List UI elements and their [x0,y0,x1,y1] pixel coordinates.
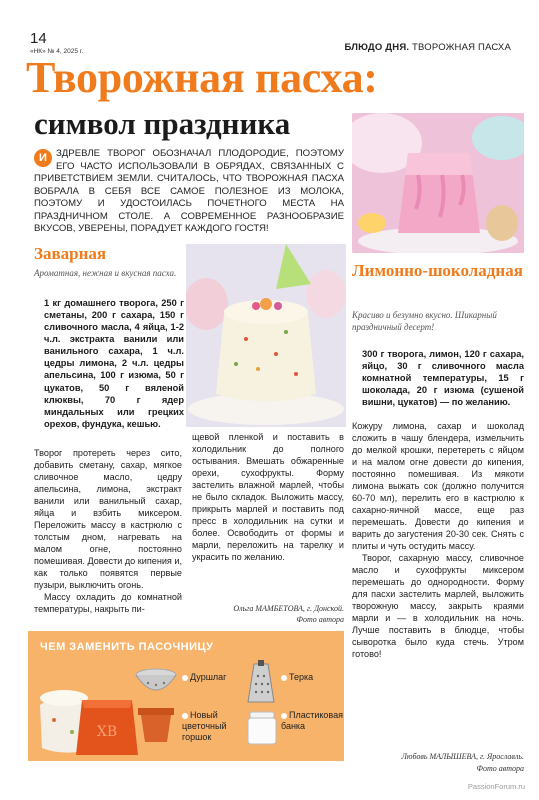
paskha-pink-illustration [352,113,524,253]
recipe-zavarnaya-body-left [34,447,182,615]
plastic-jar-icon [246,710,278,746]
intro-paragraph [34,148,344,236]
watermark: PassionForum.ru [467,782,525,791]
tool-grater-label [281,672,341,683]
recipe-zavarnaya-ingredients: 1 кг домашнего творога, 250 г сметаны, 200 г сахара, 150 г сливочного масла, 4 яйца, 1-2 ч.л. экстракта ванили или ванильного сахара, 1 ч.л. цедры лимона, 2 ч.л. цедры апельсина, 100 г изюма, 50 г цукатов, 50 г вяленой клюквы, 70 г ядер миндальных или грецких орехов, фундука, кешью. [44,298,184,429]
recipe-zavarnaya-author: Ольга МАМБЕТОВА, г. Донской. [233,604,344,613]
recipe-zavarnaya-paragraph-1: Творог протереть через сито, добавить сметану, сахар, мягкое сливочное масло, цедру апельсина, лимона, экстракт ванили или ванильный сахар, яйца и взбить миксером. Переложить массу в кастрюлю с толстым дном, нагревать на малом огне, постоянно помешивая. Довести до кипения и, как только появятся первые пузыри, выключить огонь. [34,448,182,590]
tool-colander-label [182,672,242,683]
recipe-lemon-paragraph-2: Творог, сахарную массу, сливочное масло и сухофрукты миксером перемешать до однородности. Форму для пасхи застелить марлей, выложить творожную массу, закрыть краями марли и — в холодильник на ночь. Лучше поставить в блюдце, чтобы сыворотка было куда стечь. Утром готово! [352,553,524,659]
colander-icon [134,665,178,697]
section-label-thin: ТВОРОЖНАЯ ПАСХА [412,42,511,53]
section-label-bold: БЛЮДО ДНЯ. [344,42,410,53]
section-label [344,42,511,53]
page-number: 14 [30,30,47,47]
tool-jar-text: Пластиковая банка [281,710,343,731]
recipe-lemon-heading: Лимонно-шоколадная [352,261,523,280]
recipe-lemon-paragraph-1: Кожуру лимона, сахар и шоколад сложить в чашу блендера, измельчить до мелкой крошки, перетереть с яйцом и на малом огне довести до кипения, постоянно помешивая. Из мякоти лимона выжать сок (должно получится 60-70 мл), перелить его в кастрюлю к сахарно-яичной массе, еще раз перемешать. Довести до кипения и варить до загустения 20-30 сек. Снять с плиты и чуть остудить массу. [352,421,524,551]
tool-grater-text: Терка [289,672,314,682]
tool-flowerpot-label [182,710,244,742]
recipe-lemon-photo-credit: Фото автора [476,764,524,773]
bullet-icon [281,675,287,681]
recipe-zavarnaya-body-mid: щевой пленкой и поставить в холодильник до полного остывания. Вмешать обжаренные орехи, сухофрукты. Форму застелить влажной марлей, чтобы не было складок. Выложить массу, прикрыть марлей и поставить под пресс в холодильник на сутки и более. Освободить от формы и марли, переложить на тарелку и украсить по желанию. [192,432,344,562]
recipe-zavarnaya-heading: Заварная [34,244,107,263]
flower-pot-icon [136,706,176,744]
recipe-lemon-author: Любовь МАЛЫШЕВА, г. Ярославль. [401,752,524,761]
replacement-tools-title: ЧЕМ ЗАМЕНИТЬ ПАСОЧНИЦУ [40,641,214,653]
issue-label: «НК» № 4, 2025 г. [30,48,84,55]
bullet-icon [182,713,188,719]
recipe-lemon-lede: Красиво и безумно вкусно. Шикарный праздничный десерт! [352,310,497,332]
intro-text: ЗДРЕВЛЕ ТВОРОГ ОБОЗНАЧАЛ ПЛОДОРОДИЕ, ПОЭТОМУ ЕГО ЧАСТО ИСПОЛЬЗОВАЛИ В ОБРЯДАХ, СВЯЗАННЫХ С ПРИВЕТСТВИЕМ ЗЕМЛИ. СЧИТАЛОСЬ, ЧТО ТВОРОЖНАЯ ПАСХА ВОБРАЛА В СЕБЯ ВСЕ САМОЕ ПОЛЕЗНОЕ ИЗ МОЛОКА, ПОЭТОМУ И УДОСТОИЛАСЬ ПОЧЕТНОГО МЕСТА НА ПРАЗДНИЧНОМ СТОЛЕ. А СОВРЕМЕННОЕ РАЗНООБРАЗИЕ ВКУСОВ, УВЕРЕНЫ, ПОРАДУЕТ КАЖДОГО ГОСТЯ! [34,148,344,235]
bullet-icon [281,713,287,719]
tool-jar-label [281,710,343,732]
zavarnaya-paskha-photo [186,244,346,427]
grater-icon [246,660,276,704]
recipe-zavarnaya-photo-credit: Фото автора [296,615,344,624]
tool-colander-text: Дуршлаг [190,672,227,682]
recipe-lemon-body [352,420,524,660]
recipe-zavarnaya-paragraph-2: Массу охладить до комнатной температуры, накрыть пи- [34,592,182,614]
paskha-mold-illustration [32,660,142,760]
mold-letters: ХВ [96,724,118,740]
page-subtitle: символ праздника [34,106,291,141]
paskha-white-illustration [186,244,346,427]
recipe-lemon-ingredients: 300 г творога, лимон, 120 г сахара, яйцо, 30 г сливочного масла комнатной температуры, 15 г шоколада, 20 г изюма (сушеной вишни, цукатов) — по желанию. [362,349,524,408]
tool-flowerpot-text: Новый цветочный горшок [182,710,227,742]
page-title: Творожная пасха: [26,53,378,102]
bullet-icon [182,675,188,681]
recipe-zavarnaya-lede: Ароматная, нежная и вкусная пасха. [34,268,177,278]
lemon-chocolate-paskha-photo [352,113,524,253]
dropcap: И [34,149,52,167]
